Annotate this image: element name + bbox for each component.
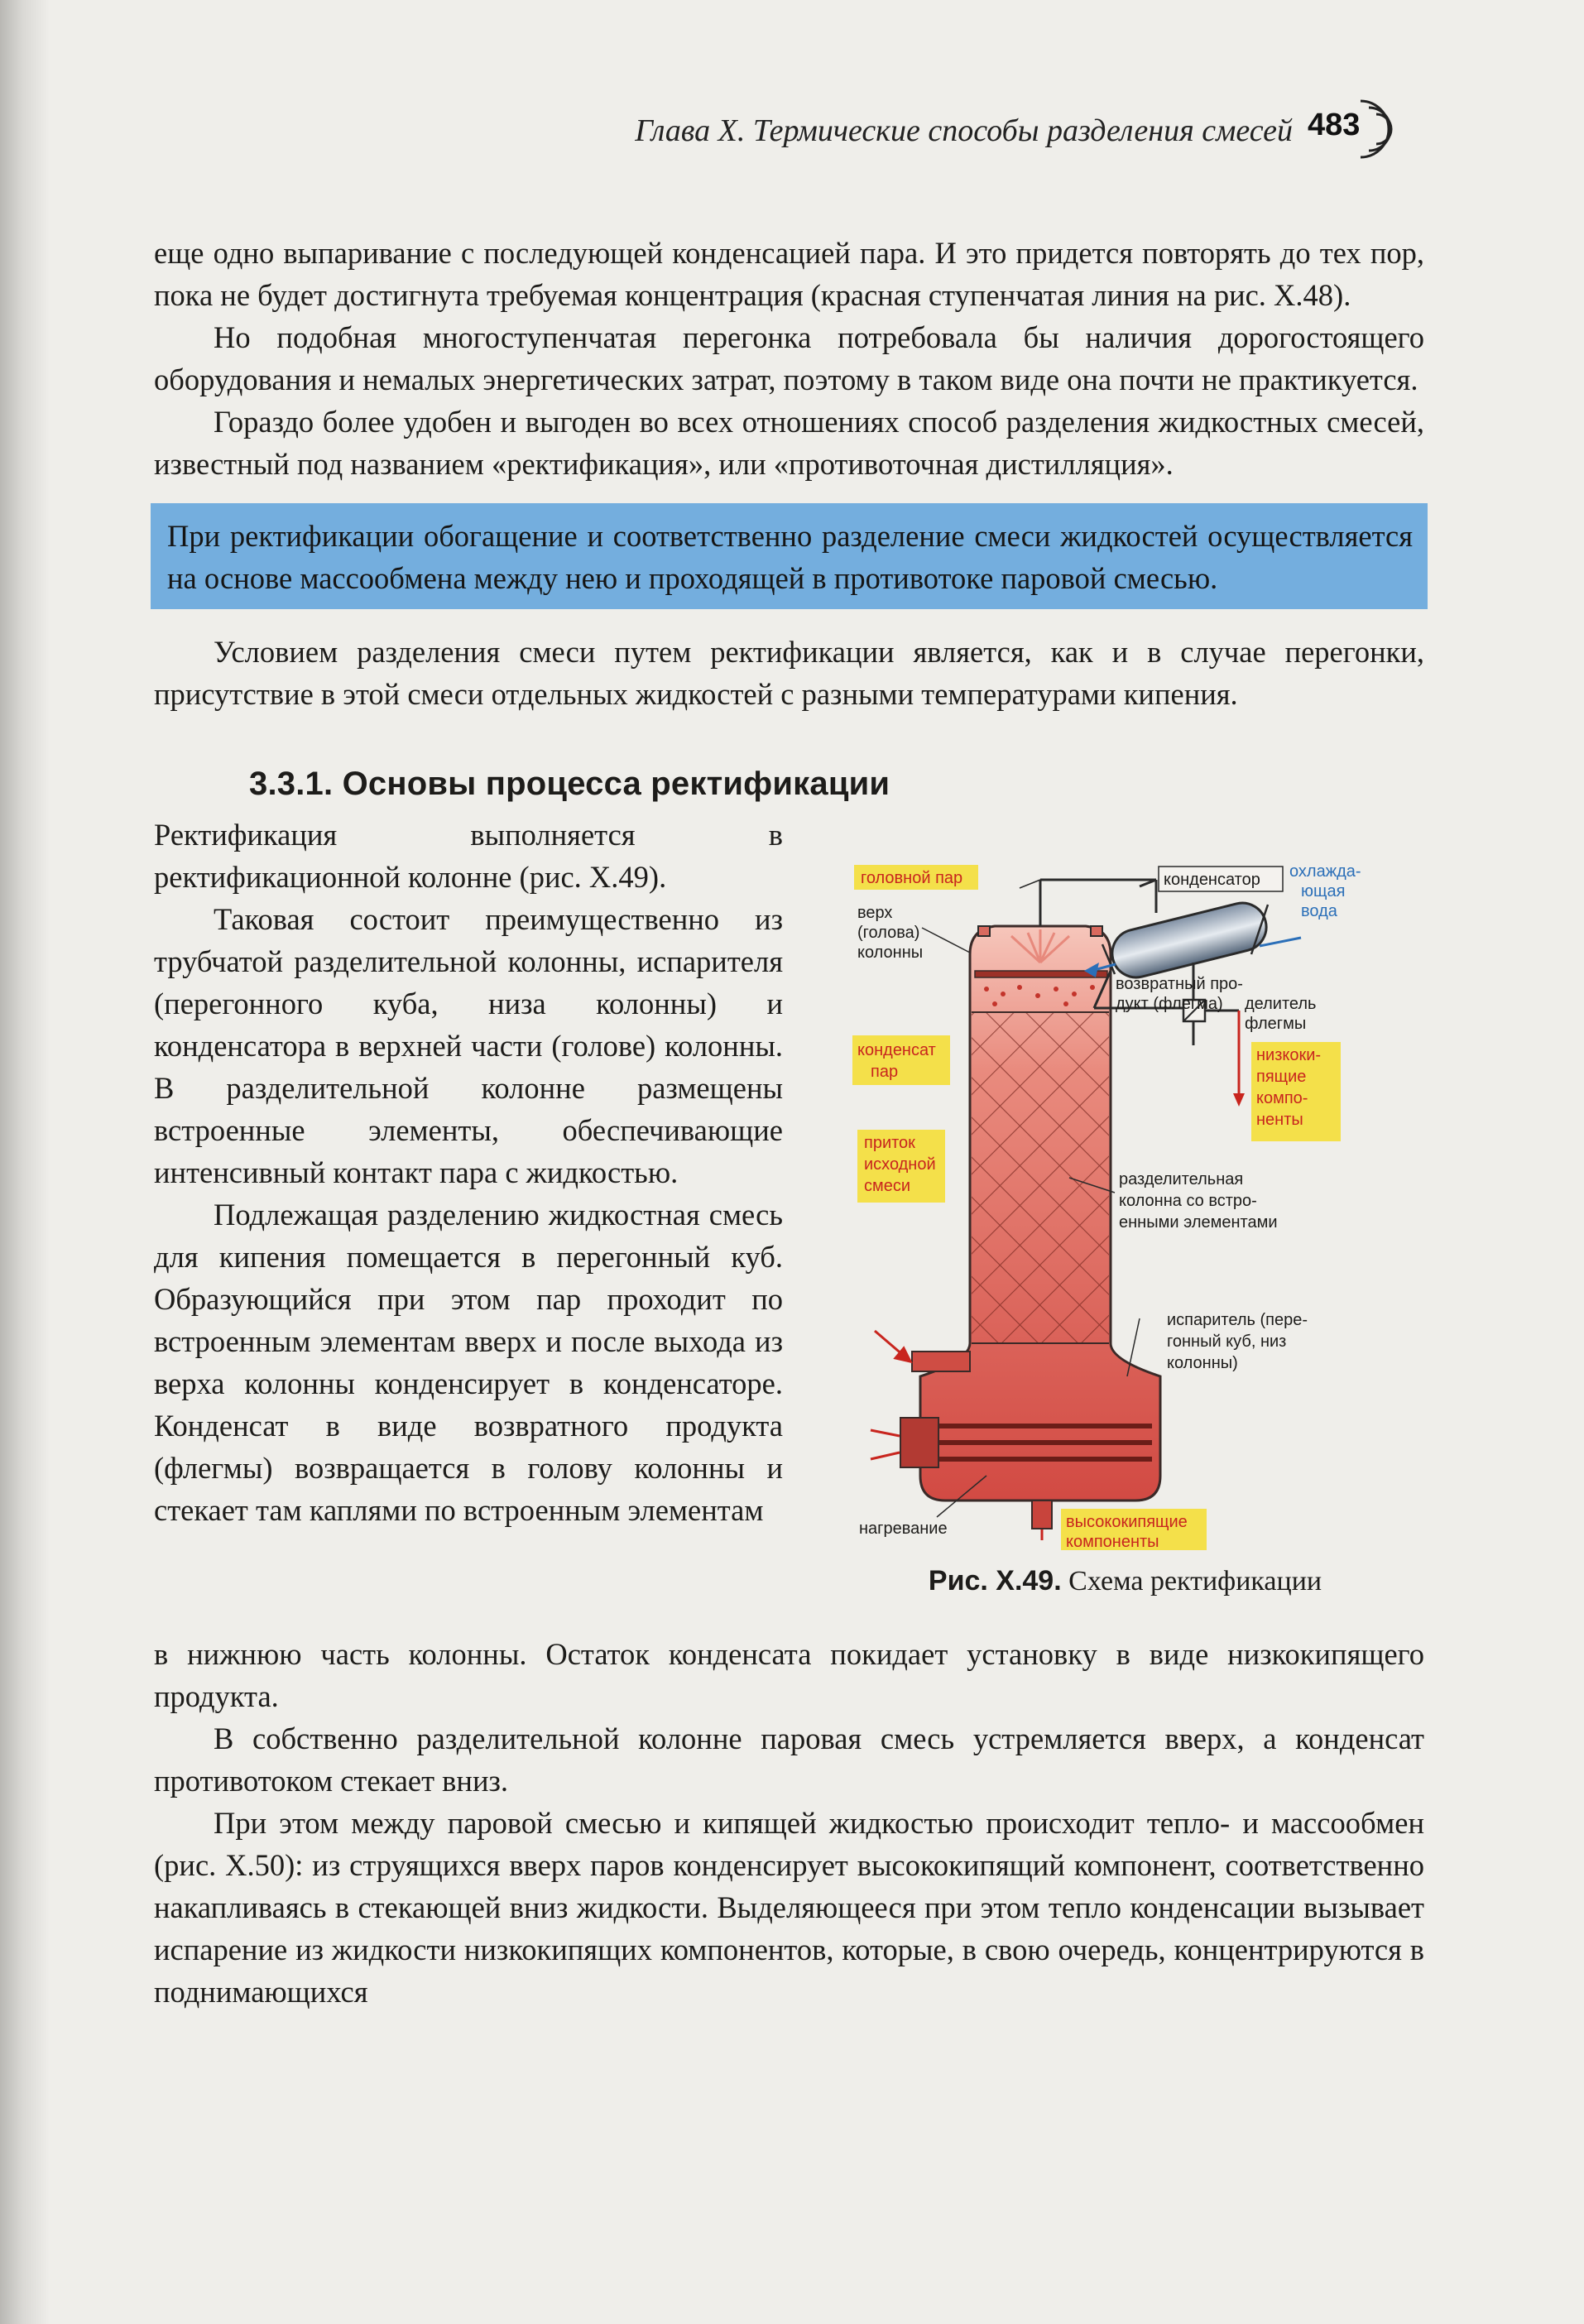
svg-text:делитель: делитель: [1245, 995, 1317, 1013]
definition-box: При ректификации обогащение и соответственно разделение смеси жидкостей осуществляется на основе массообмена между нею и проходящей в противотоке паровой смесью.: [151, 503, 1428, 609]
svg-text:пар: пар: [871, 1063, 899, 1081]
heating-arrows: [871, 1430, 900, 1459]
svg-text:ющая: ющая: [1301, 882, 1346, 900]
condensate-label: [852, 1035, 950, 1085]
head-vapor-label: [854, 865, 978, 890]
paragraph: Ректификация выполняется в ректификационной колонне (рис. X.49).: [154, 818, 783, 894]
svg-text:пящие: пящие: [1256, 1068, 1307, 1086]
heating-label: [859, 1520, 948, 1538]
page-edge-shadow: [0, 0, 50, 2324]
paragraph: еще одно выпаривание с последующей конденсацией пара. И это придется повторять до тех пор, пока не будет достигнута требуемая концентрация (красная ступенчатая линия на рис. X.48).: [154, 236, 1424, 312]
svg-text:головной пар: головной пар: [861, 869, 963, 887]
svg-text:исходной: исходной: [864, 1155, 936, 1174]
paragraph: Таковая состоит преимущественно из трубчатой разделительной колонны, испарителя (перегонного куба, низа колонны) и конденсатора в верхней части (голове) колонны. В разделительной колонне размещены встроенные элементы, обеспечивающие интенсивный контакт пара с жидкостью.: [154, 902, 783, 1189]
figure-rectification-scheme: [821, 847, 1429, 1633]
paragraph: Но подобная многоступенчатая перегонка потребовала бы наличия дорогостоящего оборудования и немалых энергетических затрат, поэтому в таком виде она почти не практикуется.: [154, 320, 1424, 396]
svg-text:гонный куб, низ: гонный куб, низ: [1167, 1332, 1287, 1351]
condenser-label: [1159, 867, 1283, 891]
page-number: 483: [1308, 108, 1361, 142]
reflux-divider-label: [1245, 995, 1316, 1033]
paragraph: в нижнюю часть колонны. Остаток конденсата покидает установку в виде низкокипящего продукта.: [154, 1637, 1424, 1713]
svg-text:флегмы: флегмы: [1245, 1015, 1307, 1033]
figure-caption: [821, 1560, 1429, 1602]
svg-text:ненты: ненты: [1256, 1111, 1303, 1129]
svg-text:компоненты: компоненты: [1066, 1533, 1159, 1550]
head-vapor-pipe: [1040, 880, 1156, 926]
svg-text:(голова): (голова): [857, 924, 920, 942]
left-column-text: [154, 814, 783, 1531]
feed-label: [857, 1130, 945, 1203]
top-label: [857, 904, 923, 962]
paragraph: Условием разделения смеси путем ректификации является, как и в случае перегонки, присутствие в этой смеси отдельных жидкостей с разными температурами кипения.: [154, 635, 1424, 711]
svg-text:возвратный про-: возвратный про-: [1116, 975, 1243, 993]
paragraph: В собственно разделительной колонне паровая смесь устремляется вверх, а конденсат противотоком стекает вниз.: [154, 1721, 1424, 1798]
reflux-divider: [1183, 1000, 1245, 1107]
svg-text:дукт (флегма): дукт (флегма): [1116, 995, 1223, 1013]
high-boiling-label: [1061, 1509, 1207, 1550]
svg-text:испаритель (пере-: испаритель (пере-: [1167, 1311, 1308, 1329]
paragraph: Подлежащая разделению жидкостная смесь для кипения помещается в перегонный куб. Образующийся при этом пар проходит по встроенным элементам вверх и после выхода из верха колонны конденсирует в конденсаторе. Конденсат в виде возвратного продукта (флегмы) возвращается в голову колонны и стекает там каплями по встроенным элементам: [154, 1198, 783, 1527]
evaporator-label: [1167, 1311, 1308, 1372]
svg-text:вода: вода: [1301, 902, 1337, 920]
svg-text:енными элементами: енными элементами: [1119, 1213, 1278, 1232]
feed-arrow: [875, 1331, 910, 1361]
running-header: [0, 106, 1584, 172]
paragraph: При этом между паровой смесью и кипящей жидкостью происходит тепло- и массообмен (рис. X.50): из струящихся вверх паров конденсирует высококипящий компонент, соответственно накапливаясь в стекающей вниз жидкости. Выделяющееся при этом тепло конденсации вызывает испарение из жидкости низкокипящих компонентов, которые, в свою очередь, концентрируются в поднимающихся: [154, 1806, 1424, 2009]
section-heading: 3.3.1. Основы процесса ректификации: [249, 766, 890, 802]
svg-text:колонны): колонны): [1167, 1354, 1238, 1372]
svg-text:конденсат: конденсат: [857, 1041, 936, 1059]
page-number-arc-icon: [1354, 96, 1404, 162]
svg-text:смеси: смеси: [864, 1177, 911, 1195]
figure-title: Схема ректификации: [1068, 1566, 1322, 1597]
svg-text:охлажда-: охлажда-: [1289, 862, 1361, 881]
low-boiling-label: [1251, 1042, 1341, 1141]
svg-text:приток: приток: [864, 1134, 915, 1152]
column-label: [1119, 1170, 1278, 1232]
figure-number: Рис. X.49.: [928, 1565, 1062, 1597]
svg-text:верх: верх: [857, 904, 893, 922]
svg-text:компо-: компо-: [1256, 1089, 1308, 1107]
svg-text:разделительная: разделительная: [1119, 1170, 1244, 1188]
reflux-label: [1116, 975, 1243, 1013]
cooling-water-label: [1289, 862, 1361, 920]
rectification-diagram: [821, 847, 1429, 1550]
svg-text:нагревание: нагревание: [859, 1520, 948, 1538]
chapter-title: Глава X. Термические способы разделения смесей: [635, 113, 1293, 148]
svg-text:колонна со встро-: колонна со встро-: [1119, 1192, 1257, 1210]
svg-text:колонны: колонны: [857, 944, 924, 962]
svg-text:высококипящие: высококипящие: [1066, 1513, 1188, 1531]
paragraph: Гораздо более удобен и выгоден во всех отношениях способ разделения жидкостных смесей, известный под названием «ректификация», или «противоточная дистилляция».: [154, 405, 1424, 481]
svg-text:низкоки-: низкоки-: [1256, 1046, 1322, 1064]
page-body: [154, 232, 1424, 2013]
svg-text:конденсатор: конденсатор: [1164, 871, 1260, 889]
